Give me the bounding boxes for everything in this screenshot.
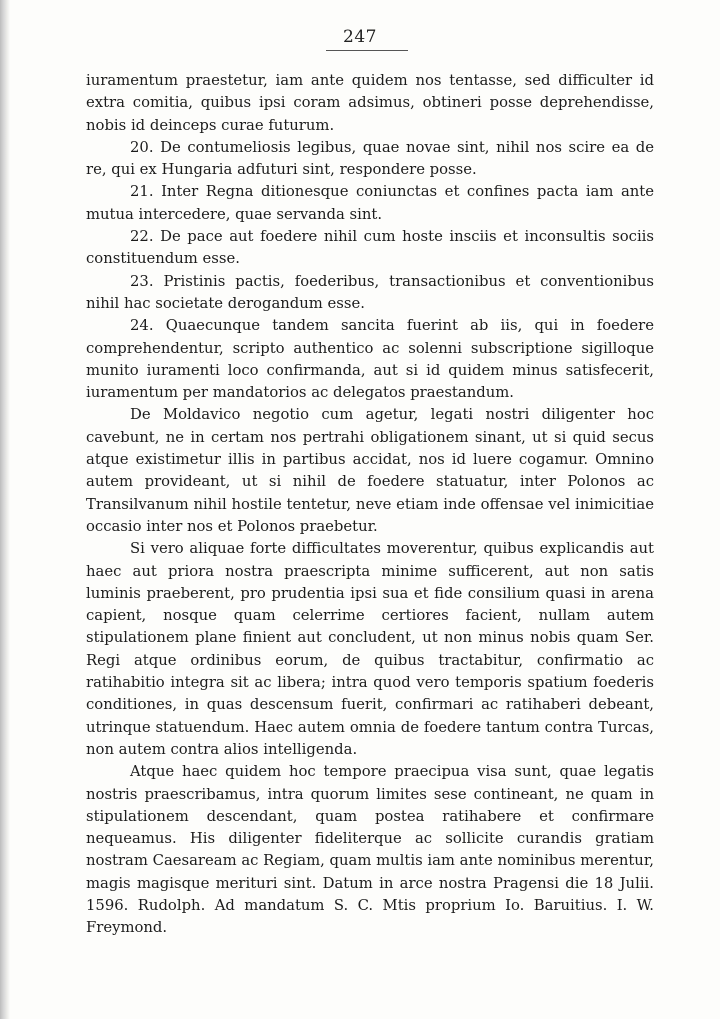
paragraph-closing: Atque haec quidem hoc tempore praecipua visa sunt, quae legatis nostris praescribamus, intra quorum limites sese contineant, ne quam in stipulationem descendant, quam postea ratihabere et confirmare nequeamus. His diligenter fideliterque ac sollicite curandis gratiam nostram Caesaream ac Regiam, quam multis iam ante nominibus merentur, magis magisque merituri sint. Datum in arce nostra Pragensi die 18 Julii. 1596. Rudolph. Ad mandatum S. C. Mtis proprium Io. Baruitius. I. W. Freymond. bbox=[86, 763, 654, 937]
paragraph-article-21: 21. Inter Regna ditionesque coniunctas et confines pacta iam ante mutua intercedere, quae servanda sint. bbox=[86, 183, 654, 223]
page-number: 247 bbox=[343, 27, 377, 47]
paragraph-oath-continuation: iuramentum praestetur, iam ante quidem nos tentasse, sed difficulter id extra comitia, quibus ipsi coram adsimus, obtineri posse deprehendisse, nobis id deinceps curae futurum. bbox=[86, 72, 654, 134]
page-binding-edge bbox=[0, 0, 10, 1019]
paragraph-article-24: 24. Quaecunque tandem sancita fuerint ab iis, qui in foedere comprehendentur, scripto authentico ac solenni subscriptione sigilloque munito iuramenti loco confirmanda, aut si id quidem minus satisfecerit, iuramentum per mandatorios ac delegatos praestandum. bbox=[86, 317, 654, 402]
paragraph-article-23: 23. Pristinis pactis, foederibus, transactionibus et conventionibus nihil hac societate derogandum esse. bbox=[86, 272, 654, 312]
paragraph-article-22: 22. De pace aut foedere nihil cum hoste insciis et inconsultis sociis constituendum esse. bbox=[86, 228, 654, 268]
paragraph-article-20: 20. De contumeliosis legibus, quae novae sint, nihil nos scire ea de re, qui ex Hungaria adfuturi sint, respondere posse. bbox=[86, 138, 654, 179]
body-text bbox=[86, 70, 654, 940]
page-number-rule bbox=[326, 50, 408, 51]
paragraph-difficulties: Si vero aliquae forte difficultates moverentur, quibus explicandis aut haec aut priora nostra praescripta minime sufficerent, aut non satis luminis praeberent, pro prudentia ipsi sua et fide consilium quasi in arena capient, nosque quam celerrime certiores facient, nullam autem stipulationem plane finient aut concludent, ut non minus nobis quam Ser. Regi atque ordinibus eorum, de quibus tractabitur, confirmatio ac ratihabitio integra sit ac libera; intra quod vero temporis spatium foederis conditiones, in quas descensum fuerit, confirmari ac ratihaberi debeant, utrinque statuendum. Haec autem omnia de foedere tantum contra Turcas, non autem contra alios intelligenda. bbox=[86, 540, 654, 758]
paragraph-moldavian-matter: De Moldavico negotio cum agetur, legati nostri diligenter hoc cavebunt, ne in certam nos pertrahi obligationem sinant, ut si quid secus atque existimetur illis in partibus accidat, nos id luere cogamur. Omnino autem provideant, ut si nihil de foedere statuatur, inter Polonos ac Transilvanum nihil hostile tentetur, neve etiam inde offensae vel inimicitiae occasio inter nos et Polonos praebetur. bbox=[86, 406, 654, 535]
